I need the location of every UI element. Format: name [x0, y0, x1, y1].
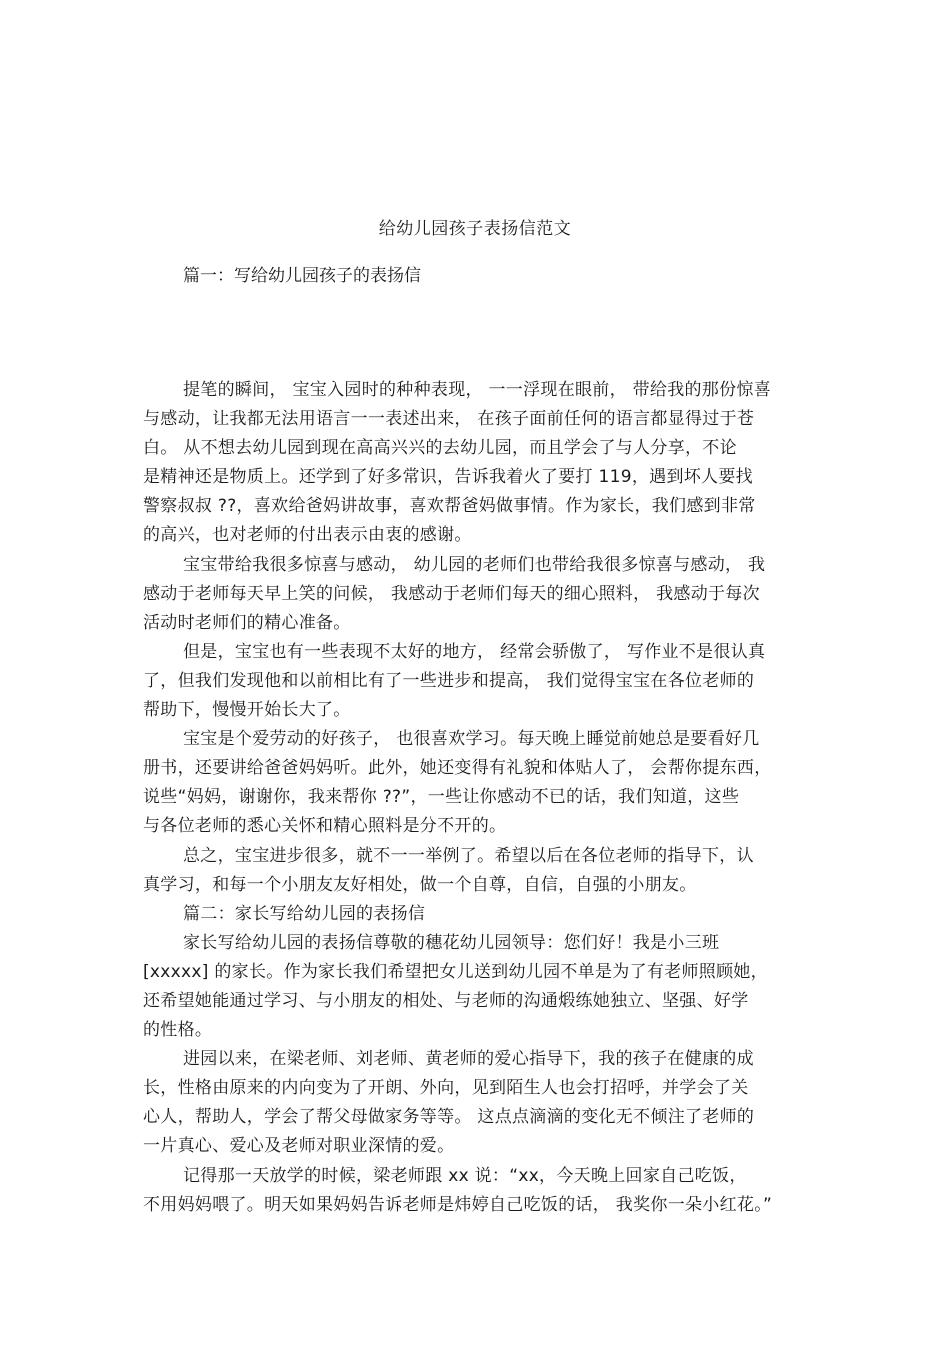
text-line: 是精神还是物质上。还学到了好多常识，告诉我着火了要打 119，遇到坏人要找: [143, 467, 753, 488]
text-line: 心人，帮助人，学会了帮父母做家务等等。 这点点滴滴的变化无不倾注了老师的: [143, 1107, 755, 1128]
text-line: 不用妈妈喂了。明天如果妈妈告诉老师是炜婷自己吃饭的话， 我奖你一朵小红花。”: [143, 1194, 773, 1215]
text-line: 与各位老师的悉心关怀和精心照料是分不开的。: [143, 816, 507, 837]
text-line: 总之，宝宝进步很多，就不一一举例了。希望以后在各位老师的指导下，认: [183, 845, 754, 866]
text-line: 一片真心、爱心及老师对职业深情的爱。: [143, 1136, 455, 1157]
text-line: 真学习，和每一个小朋友友好相处，做一个自尊，自信，自强的小朋友。: [143, 874, 697, 895]
text-line: 活动时老师们的精心准备。: [143, 612, 351, 633]
text-line: 宝宝是个爱劳动的好孩子， 也很喜欢学习。每天晚上睡觉前她总是要看好几: [183, 729, 760, 750]
body-text: [143, 376, 823, 1220]
text-line: [xxxxx] 的家长。作为家长我们希望把女儿送到幼儿园不单是为了有老师照顾她，: [143, 961, 768, 982]
text-line: 家长写给幼儿园的表扬信尊敬的穗花幼儿园领导：您们好！我是小三班: [183, 932, 720, 953]
text-line: 册书，还要讲给爸爸妈妈听。此外，她还变得有礼貌和体贴人了， 会帮你提东西，: [143, 758, 772, 779]
text-line: 但是，宝宝也有一些表现不太好的地方， 经常会骄傲了， 写作业不是很认真: [183, 641, 766, 662]
text-line: 警察叔叔 ??，喜欢给爸妈讲故事，喜欢帮爸妈做事情。作为家长，我们感到非常: [143, 496, 756, 517]
text-line: 的高兴，也对老师的付出表示由衷的感谢。: [143, 525, 472, 546]
text-line: 的性格。: [143, 1020, 213, 1041]
section-heading-2: 篇二：家长写给幼儿园的表扬信: [183, 903, 426, 924]
text-line: 记得那一天放学的时候，梁老师跟 xx 说：“xx，今天晚上回家自己吃饭，: [183, 1165, 747, 1186]
text-line: 了，但我们发现他和以前相比有了一些进步和提高， 我们觉得宝宝在各位老师的: [143, 670, 755, 691]
text-line: 提笔的瞬间， 宝宝入园时的种种表现， 一一浮现在眼前， 带给我的那份惊喜: [183, 380, 772, 400]
text-line: 进园以来，在梁老师、刘老师、黄老师的爱心指导下，我的孩子在健康的成: [183, 1049, 754, 1070]
text-line: 宝宝带给我很多惊喜与感动， 幼儿园的老师们也带给我很多惊喜与感动， 我: [183, 554, 766, 575]
text-line: 白。 从不想去幼儿园到现在高高兴兴的去幼儿园，而且学会了与人分享，不论: [143, 438, 737, 459]
text-line: 说些“妈妈，谢谢你，我来帮你 ??”，一些让你感动不已的话，我们知道，这些: [143, 787, 740, 808]
document-title: 给幼儿园孩子表扬信范文: [378, 219, 572, 239]
section-heading-1: 篇一：写给幼儿园孩子的表扬信: [183, 266, 421, 286]
text-line: 感动于老师每天早上笑的问候， 我感动于老师们每天的细心照料， 我感动于每次: [143, 583, 760, 604]
text-line: 帮助下，慢慢开始长大了。: [143, 700, 351, 721]
text-line: 长，性格由原来的内向变为了开朗、外向，见到陌生人也会打招呼，并学会了关: [143, 1078, 749, 1099]
text-line: 还希望她能通过学习、与小朋友的相处、与老师的沟通煅练她独立、坚强、好学: [143, 990, 749, 1011]
text-line: 与感动，让我都无法用语言一一表述出来， 在孩子面前任何的语言都显得过于苍: [143, 409, 755, 430]
